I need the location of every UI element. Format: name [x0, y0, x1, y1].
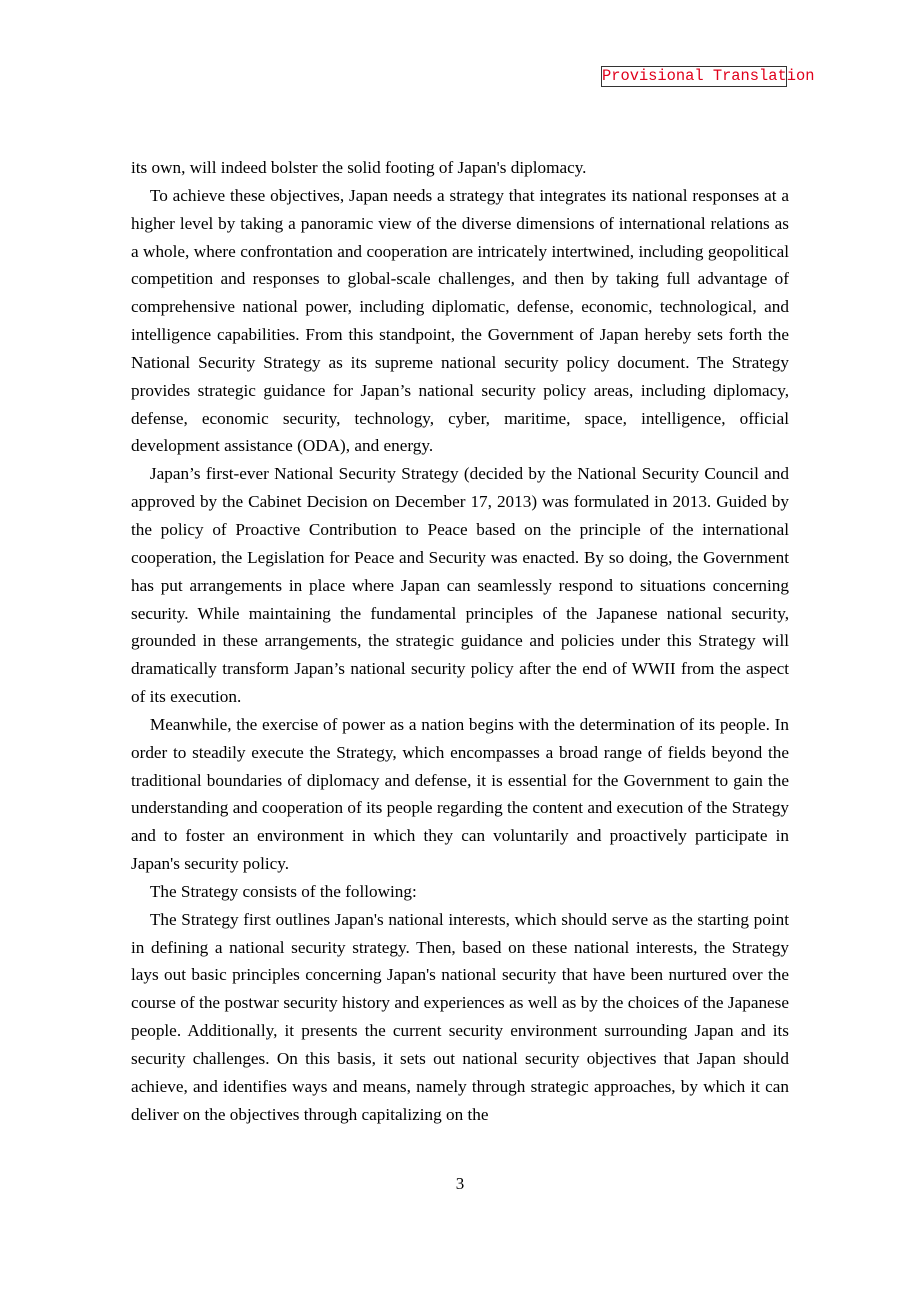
- document-body: [131, 154, 789, 1129]
- page-number: 3: [455, 1174, 465, 1193]
- paragraph-strategy-consists: The Strategy consists of the following:: [149, 881, 417, 901]
- paragraph-first-strategy: Japan’s first-ever National Security Strategy (decided by the National Security Council and approved by the Cabinet Decision on December 17, 2013) was formulated in 2013. Guided by the policy of Proactive Contribution to Peace based on the principle of the international cooperation, the Legislation for Peace and Security was enacted. By so doing, the Government has put arrangements in place where Japan can seamlessly respond to situations concerning security. While maintaining the fundamental principles of the Japanese national security, grounded in these arrangements, the strategic guidance and policies under this Strategy will dramatically transform Japan’s national security policy after the end of WWII from the aspect of its execution.: [131, 464, 789, 707]
- provisional-translation-badge: Provisional Translation: [602, 67, 815, 85]
- paragraph-exercise-of-power: Meanwhile, the exercise of power as a nation begins with the determination of its people. In order to steadily execute the Strategy, which encompasses a broad range of fields beyond the traditional boundaries of diplomacy and defense, it is essential for the Government to gain the understanding and cooperation of its people regarding the content and execution of the Strategy and to foster an environment in which they can voluntarily and proactively participate in Japan's security policy.: [131, 714, 789, 874]
- paragraph-strategy-outline: The Strategy first outlines Japan's national interests, which should serve as the starting point in defining a national security strategy. Then, based on these national interests, the Strategy lays out basic principles concerning Japan's national security that have been nurtured over the course of the postwar security history and experiences as well as by the choices of the Japanese people. Additionally, it presents the current security environment surrounding Japan and its security challenges. On this basis, it sets out national security objectives that Japan should achieve, and identifies ways and means, namely through strategic approaches, by which it can deliver on the objectives through capitalizing on the: [131, 909, 789, 1124]
- paragraph-objectives: To achieve these objectives, Japan needs a strategy that integrates its national responses at a higher level by taking a panoramic view of the diverse dimensions of international relations as a whole, where confrontation and cooperation are intricately intertwined, including geopolitical competition and responses to global-scale challenges, and then by taking full advantage of comprehensive national power, including diplomatic, defense, economic, technological, and intelligence capabilities. From this standpoint, the Government of Japan hereby sets forth the National Security Strategy as its supreme national security policy document. The Strategy provides strategic guidance for Japan’s national security policy areas, including diplomacy, defense, economic security, technology, cyber, maritime, space, intelligence, official development assistance (ODA), and energy.: [131, 185, 789, 456]
- paragraph-continuation: its own, will indeed bolster the solid footing of Japan's diplomacy.: [131, 158, 587, 177]
